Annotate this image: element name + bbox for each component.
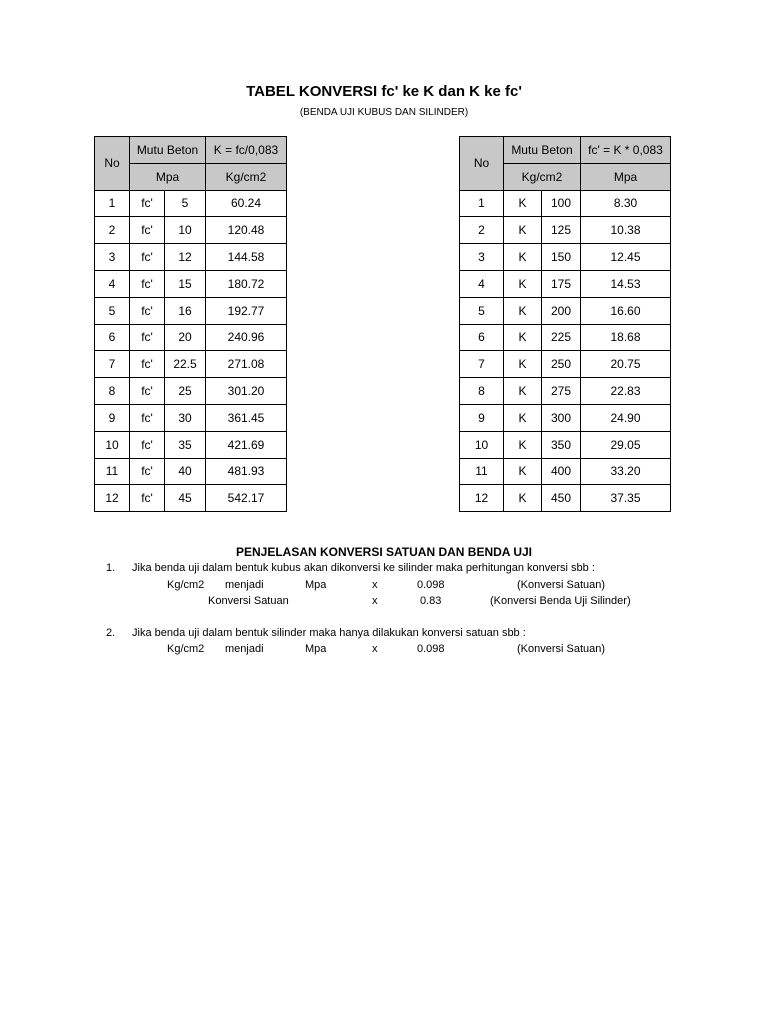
item1-line2-op: x (372, 595, 378, 607)
header-no: No (95, 137, 130, 191)
header-mutu-beton: Mutu Beton (130, 137, 206, 164)
row-result: 16.60 (581, 297, 671, 324)
row-result: 240.96 (206, 324, 287, 351)
header-no: No (460, 137, 504, 191)
row-result: 361.45 (206, 404, 287, 431)
row-no: 6 (95, 324, 130, 351)
row-result: 18.68 (581, 324, 671, 351)
row-label: fc' (130, 244, 165, 271)
table-row (95, 270, 287, 297)
row-value: 200 (542, 297, 581, 324)
header-unit-formula: Mpa (581, 163, 671, 190)
header-unit-mutu: Kg/cm2 (504, 163, 581, 190)
row-result: 542.17 (206, 485, 287, 512)
row-no: 11 (95, 458, 130, 485)
row-no: 9 (460, 404, 504, 431)
item1-line2-factor: 0.83 (420, 595, 442, 607)
table-row (460, 190, 671, 217)
explanation-title: PENJELASAN KONVERSI SATUAN DAN BENDA UJI (235, 545, 533, 559)
row-result: 14.53 (581, 270, 671, 297)
item1-line1-from: Kg/cm2 (167, 579, 205, 591)
row-label: fc' (130, 190, 165, 217)
row-no: 8 (95, 378, 130, 405)
row-value: 450 (542, 485, 581, 512)
item1-line1-note: (Konversi Satuan) (517, 579, 606, 591)
row-result: 22.83 (581, 378, 671, 405)
row-result: 421.69 (206, 431, 287, 458)
row-value: 25 (165, 378, 206, 405)
row-value: 40 (165, 458, 206, 485)
conversion-table-k-to-fc (459, 136, 671, 512)
row-no: 7 (460, 351, 504, 378)
row-no: 12 (95, 485, 130, 512)
table-row (95, 351, 287, 378)
item1-line1-factor: 0.098 (417, 579, 445, 591)
row-label: K (504, 270, 542, 297)
item2-line1-from: Kg/cm2 (167, 643, 205, 655)
row-value: 300 (542, 404, 581, 431)
row-result: 60.24 (206, 190, 287, 217)
row-result: 301.20 (206, 378, 287, 405)
table-row (460, 485, 671, 512)
row-value: 100 (542, 190, 581, 217)
row-value: 22.5 (165, 351, 206, 378)
row-no: 4 (95, 270, 130, 297)
row-no: 10 (95, 431, 130, 458)
row-result: 29.05 (581, 431, 671, 458)
table-row (95, 244, 287, 271)
row-value: 125 (542, 217, 581, 244)
item1-line1-op: x (372, 579, 378, 591)
row-label: fc' (130, 431, 165, 458)
row-result: 8.30 (581, 190, 671, 217)
row-label: fc' (130, 324, 165, 351)
row-value: 10 (165, 217, 206, 244)
item2-line1-note: (Konversi Satuan) (517, 643, 606, 655)
row-label: K (504, 431, 542, 458)
row-no: 1 (95, 190, 130, 217)
row-no: 9 (95, 404, 130, 431)
document-subtitle: (BENDA UJI KUBUS DAN SILINDER) (299, 107, 469, 118)
item2-text: Jika benda uji dalam bentuk silinder maka hanya dilakukan konversi satuan sbb : (132, 627, 526, 639)
table-row (460, 404, 671, 431)
table-row (460, 378, 671, 405)
row-value: 175 (542, 270, 581, 297)
table-row (95, 190, 287, 217)
header-unit-mutu: Mpa (130, 163, 206, 190)
row-no: 7 (95, 351, 130, 378)
row-value: 225 (542, 324, 581, 351)
row-value: 250 (542, 351, 581, 378)
header-formula: K = fc/0,083 (206, 137, 287, 164)
table-row (460, 351, 671, 378)
row-no: 11 (460, 458, 504, 485)
item1-line2-note: (Konversi Benda Uji Silinder) (490, 595, 631, 607)
row-label: K (504, 297, 542, 324)
row-label: K (504, 458, 542, 485)
item1-number: 1. (106, 562, 116, 574)
table-row (95, 404, 287, 431)
table-row (95, 458, 287, 485)
row-result: 33.20 (581, 458, 671, 485)
row-value: 400 (542, 458, 581, 485)
row-label: K (504, 190, 542, 217)
row-label: K (504, 324, 542, 351)
row-label: fc' (130, 217, 165, 244)
table-row (460, 217, 671, 244)
row-label: fc' (130, 485, 165, 512)
row-no: 1 (460, 190, 504, 217)
item2-number: 2. (106, 627, 116, 639)
row-no: 5 (460, 297, 504, 324)
row-value: 30 (165, 404, 206, 431)
table-header-row (95, 137, 287, 164)
row-value: 20 (165, 324, 206, 351)
row-result: 271.08 (206, 351, 287, 378)
item1-line1-to: Mpa (305, 579, 327, 591)
row-label: K (504, 244, 542, 271)
item2-line1-to: Mpa (305, 643, 327, 655)
row-value: 45 (165, 485, 206, 512)
row-value: 16 (165, 297, 206, 324)
table-row (95, 324, 287, 351)
row-result: 37.35 (581, 485, 671, 512)
table-row (95, 217, 287, 244)
table-row (95, 297, 287, 324)
row-no: 5 (95, 297, 130, 324)
item2-line1-op: x (372, 643, 378, 655)
table-row (95, 485, 287, 512)
row-label: K (504, 217, 542, 244)
row-no: 4 (460, 270, 504, 297)
row-result: 192.77 (206, 297, 287, 324)
row-result: 180.72 (206, 270, 287, 297)
table-row (460, 324, 671, 351)
row-result: 20.75 (581, 351, 671, 378)
table-header-row (460, 137, 671, 164)
row-label: fc' (130, 378, 165, 405)
table-row (460, 270, 671, 297)
header-unit-formula: Kg/cm2 (206, 163, 287, 190)
table-row (460, 431, 671, 458)
item2-line1-verb: menjadi (225, 643, 264, 655)
row-result: 144.58 (206, 244, 287, 271)
row-label: K (504, 378, 542, 405)
header-formula: fc' = K * 0,083 (581, 137, 671, 164)
item1-text: Jika benda uji dalam bentuk kubus akan dikonversi ke silinder maka perhitungan konversi sbb : (132, 562, 595, 574)
row-label: fc' (130, 270, 165, 297)
row-no: 8 (460, 378, 504, 405)
table-row (95, 378, 287, 405)
row-value: 12 (165, 244, 206, 271)
table-row (95, 431, 287, 458)
row-label: K (504, 404, 542, 431)
row-result: 120.48 (206, 217, 287, 244)
row-label: fc' (130, 297, 165, 324)
row-no: 12 (460, 485, 504, 512)
table-row (460, 458, 671, 485)
row-value: 15 (165, 270, 206, 297)
row-no: 6 (460, 324, 504, 351)
row-no: 3 (460, 244, 504, 271)
row-result: 12.45 (581, 244, 671, 271)
row-result: 24.90 (581, 404, 671, 431)
row-value: 35 (165, 431, 206, 458)
row-no: 2 (460, 217, 504, 244)
header-mutu-beton: Mutu Beton (504, 137, 581, 164)
row-value: 5 (165, 190, 206, 217)
item1-line1-verb: menjadi (225, 579, 264, 591)
row-label: fc' (130, 351, 165, 378)
row-no: 10 (460, 431, 504, 458)
item1-line2-from: Konversi Satuan (208, 595, 289, 607)
conversion-table-fc-to-k (94, 136, 287, 512)
row-label: K (504, 485, 542, 512)
item2-line1-factor: 0.098 (417, 643, 445, 655)
table-row (460, 297, 671, 324)
document-title: TABEL KONVERSI fc' ke K dan K ke fc' (246, 83, 522, 100)
row-no: 3 (95, 244, 130, 271)
row-no: 2 (95, 217, 130, 244)
row-value: 275 (542, 378, 581, 405)
row-label: fc' (130, 458, 165, 485)
row-result: 10.38 (581, 217, 671, 244)
row-result: 481.93 (206, 458, 287, 485)
row-value: 350 (542, 431, 581, 458)
row-value: 150 (542, 244, 581, 271)
row-label: K (504, 351, 542, 378)
table-row (460, 244, 671, 271)
row-label: fc' (130, 404, 165, 431)
